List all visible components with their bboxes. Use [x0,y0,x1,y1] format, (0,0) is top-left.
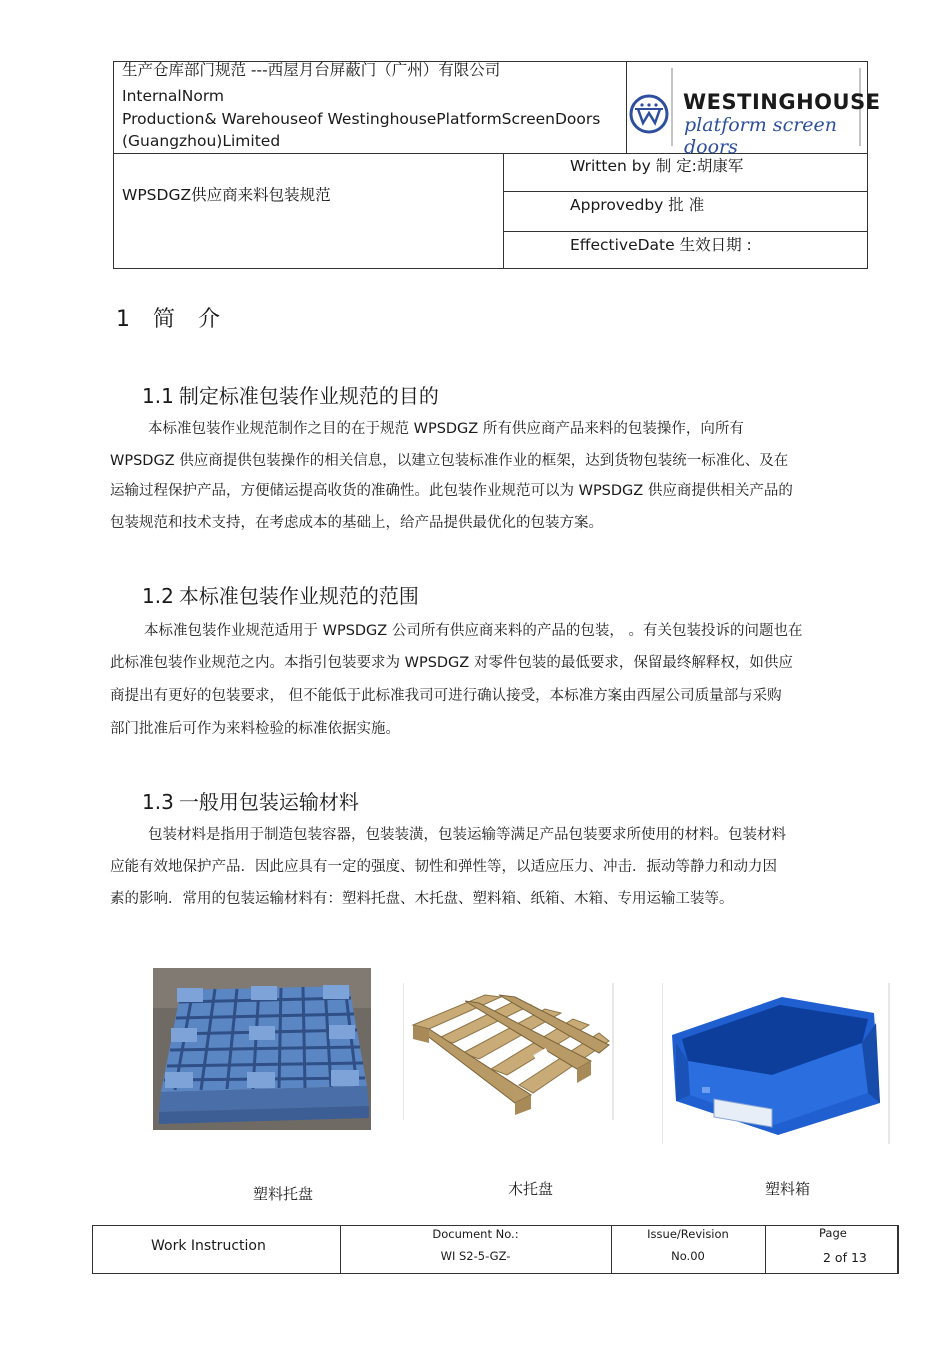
document-name: WPSDGZ供应商来料包装规范 [122,186,331,204]
header-title-en-1: InternalNorm [122,87,225,105]
subsection-title: 制定标准包装作业规范的目的 [178,384,439,408]
paragraph-line: 包装规范和技术支持，在考虑成本的基础上，给产品提供最优化的包装方案。 [110,515,603,531]
subsection-heading-1-3 [142,786,359,815]
section-heading: 1 简 介 [116,307,228,332]
caption-wooden-pallet: 木托盘 [508,1180,554,1198]
paragraph-line: 此标准包装作业规范之内。本指引包装要求为 WPSDGZ 对零件包装的最低要求，保留最终解释权，如供应 [110,655,793,671]
paragraph-line: 商提出有更好的包装要求， 但不能低于此标准我司可进行确认接受，本标准方案由西屋公司质量部与采购 [110,688,782,704]
paragraph-line: 本标准包装作业规范适用于 WPSDGZ 公司所有供应商来料的产品的包装， 。有关包装投诉的问题也在 [144,623,803,639]
footer-doc-no-label: Document No.: [432,1227,519,1241]
header-divider [626,62,627,153]
header-title-en-3: (Guangzhou)Limited [122,132,281,150]
footer-issue-label: Issue/Revision [647,1227,729,1241]
footer-table [92,1225,899,1274]
footer-doc-no-value: WI S2-5-GZ- [440,1249,511,1263]
wooden-pallet-image [403,983,614,1120]
plastic-pallet-image [153,968,371,1130]
westinghouse-w-icon [629,94,669,134]
paragraph-line: 本标准包装作业规范制作之目的在于规范 WPSDGZ 所有供应商产品来料的包装操作，向所有 [148,421,744,437]
paragraph-line: WPSDGZ 供应商提供包装操作的相关信息，以建立包装标准作业的框架，达到货物包装统一标准化、及在 [110,453,789,469]
paragraph-line: 运输过程保护产品，方便储运提高收货的准确性。此包装作业规范可以为 WPSDGZ 供应商提供相关产品的 [110,483,793,499]
header-table [113,61,881,269]
footer-work-instruction: Work Instruction [151,1238,266,1254]
subsection-heading-1-2 [142,580,419,609]
subsection-title: 本标准包装作业规范的范围 [178,584,419,608]
header-divider [503,191,867,192]
paragraph-line: 应能有效地保护产品．因此应具有一定的强度、韧性和弹性等，以适应压力、冲击．振动等静力和动力因 [110,859,777,875]
subsection-number: 1.2 [142,584,174,608]
subsection-number: 1.3 [142,790,174,814]
caption-plastic-crate: 塑料箱 [765,1180,811,1198]
header-title-cn: 生产仓库部门规范 ---西屋月台屏蔽门（广州）有限公司 [122,61,501,79]
subsection-heading-1-1 [142,380,439,409]
logo-wordmark: WESTINGHOUSE [683,90,881,114]
footer-issue-value: No.00 [671,1249,705,1263]
footer-page-value: 2 of 13 [823,1250,867,1265]
plastic-crate-image [662,983,890,1144]
footer-page-label: Page [819,1226,847,1240]
header-title-en-2: Production& Warehouseof WestinghousePlatformScreenDoors [122,110,601,128]
header-divider [503,153,504,269]
written-by: Written by 制 定:胡康军 [570,157,744,175]
subsection-title: 一般用包装运输材料 [178,790,359,814]
westinghouse-logo [628,64,881,158]
paragraph-line: 包装材料是指用于制造包装容器，包装装潢，包装运输等满足产品包装要求所使用的材料。包装材料 [148,827,786,843]
paragraph-line: 部门批准后可作为来料检验的标准依据实施。 [110,721,400,737]
caption-plastic-pallet: 塑料托盘 [253,1185,314,1203]
subsection-number: 1.1 [142,384,174,408]
approved-by: Approvedby 批 准 [570,196,705,214]
header-divider [503,231,867,232]
paragraph-line: 素的影响．常用的包装运输材料有：塑料托盘、木托盘、塑料箱、纸箱、木箱、专用运输工装等。 [110,891,734,907]
logo-tagline: platform screen doors [684,114,838,158]
effective-date: EffectiveDate 生效日期 : [570,236,752,254]
